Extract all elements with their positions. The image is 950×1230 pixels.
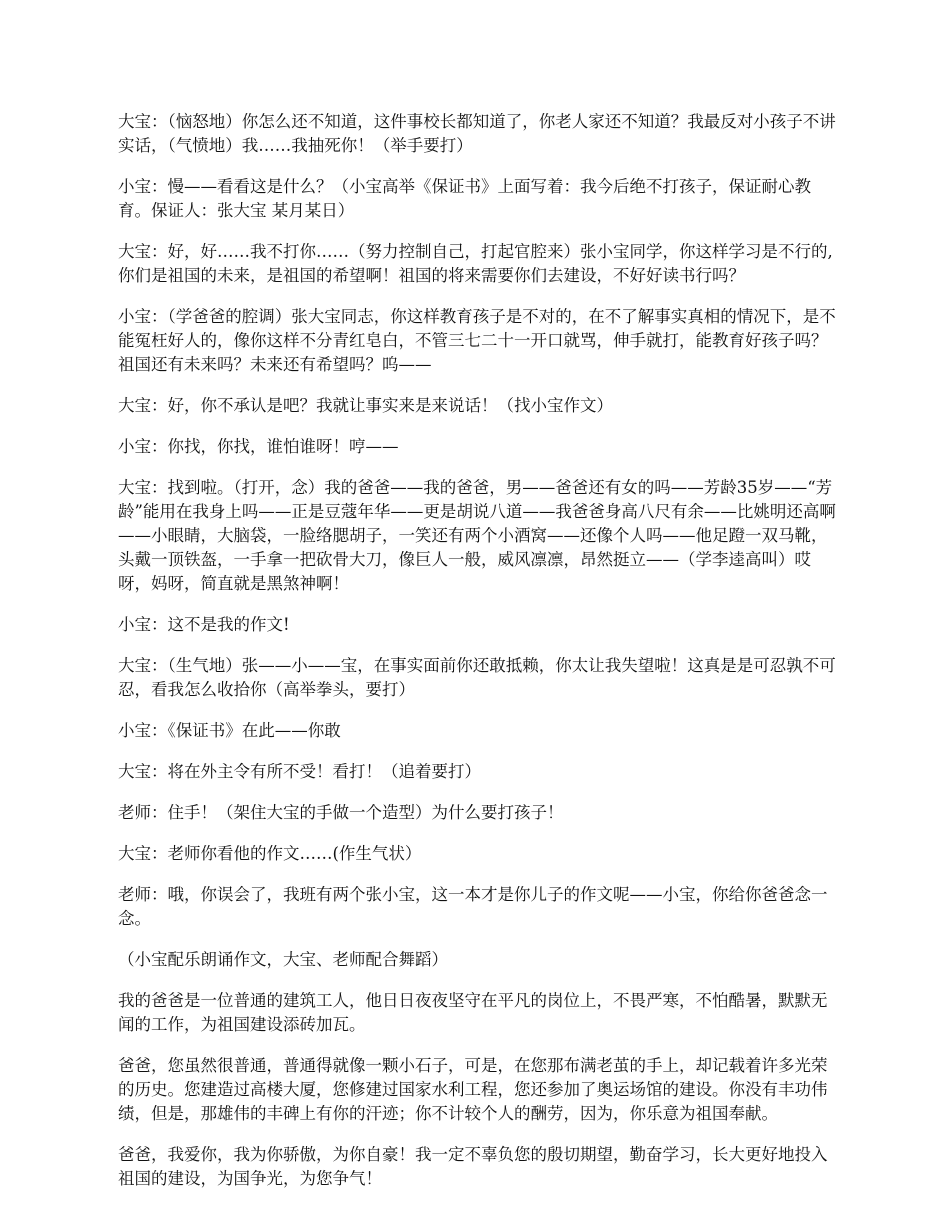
paragraph: 小宝：这不是我的作文!	[118, 615, 290, 634]
paragraph: 大宝：（生气地）张——小——宝，在事实面前你还敢抵赖，你太让我失望啦！这真是是可忍孰不可忍，看我怎么收拾你（高举拳头，要打）	[118, 656, 836, 699]
paragraph: 大宝：老师你看他的作文……(作生气状）	[118, 844, 422, 863]
paragraph: 老师：哦，你误会了，我班有两个张小宝，这一本才是你儿子的作文呢——小宝，你给你爸爸念一念。	[118, 885, 828, 928]
paragraph: 小宝：你找，你找，谁怕谁呀！哼——	[118, 437, 399, 456]
paragraph: 大宝：（恼怒地）你怎么还不知道，这件事校长都知道了，你老人家还不知道？我最反对小孩子不讲实话，（气愤地）我……我抽死你！（举手要打）	[118, 112, 836, 155]
paragraph: 小宝：（学爸爸的腔调）张大宝同志，你这样教育孩子是不对的，在不了解事实真相的情况下，是不能冤枉好人的，像你这样不分青红皂白，不管三七二十一开口就骂，伸手就打，能教育好孩子吗？祖国还有未来吗？未来还有希望吗？呜——	[118, 307, 836, 374]
paragraph: 老师：住手！（架住大宝的手做一个造型）为什么要打孩子！	[118, 803, 564, 822]
paragraph: 小宝：《保证书》在此——你敢	[118, 721, 341, 740]
paragraph: 大宝：将在外主令有所不受！看打！（追着要打）	[118, 762, 481, 781]
paragraph: 大宝：好，你不承认是吧？我就让事实来是来说话！（找小宝作文）	[118, 396, 613, 415]
paragraph: 小宝：慢——看看这是什么？（小宝高举《保证书》上面写着：我今后绝不打孩子，保证耐心教育。保证人：张大宝 某月某日）	[118, 177, 811, 220]
paragraph: 大宝：找到啦。（打开，念）我的爸爸——我的爸爸，男——爸爸还有女的吗——芳龄35岁——“芳龄”能用在我身上吗——正是豆蔻年华——更是胡说八道——我爸爸身高八尺有余——比姚明还高啊——小眼睛，大脑袋，一脸络腮胡子，一笑还有两个小酒窝——还像个人吗——他足蹬一双马靴，头戴一顶铁盔，一手拿一把砍骨大刀，像巨人一般，威风凛凛，昂然挺立——（学李逵高叫）哎呀，妈呀，简直就是黑煞神啊！	[118, 478, 836, 593]
paragraph: （小宝配乐朗诵作文，大宝、老师配合舞蹈）	[118, 950, 448, 969]
paragraph: 我的爸爸是一位普通的建筑工人，他日日夜夜坚守在平凡的岗位上，不畏严寒，不怕酷暑，默默无闻的工作，为祖国建设添砖加瓦。	[118, 991, 828, 1034]
paragraph: 爸爸，您虽然很普通，普通得就像一颗小石子，可是，在您那布满老茧的手上，却记载着许多光荣的历史。您建造过高楼大厦，您修建过国家水利工程，您还参加了奥运场馆的建设。你没有丰功伟绩，但是，那雄伟的丰碑上有你的汗迹；你不计较个人的酬劳，因为，你乐意为祖国奉献。	[118, 1056, 828, 1123]
paragraph: 爸爸，我爱你，我为你骄傲，为你自豪！我一定不辜负您的殷切期望，勤奋学习，长大更好地投入祖国的建设，为国争光，为您争气！	[118, 1145, 828, 1188]
paragraph: 大宝：好，好……我不打你……（努力控制自己，打起官腔来）张小宝同学，你这样学习是不行的,你们是祖国的未来，是祖国的希望啊！祖国的将来需要你们去建设，不好好读书行吗？	[118, 242, 833, 285]
